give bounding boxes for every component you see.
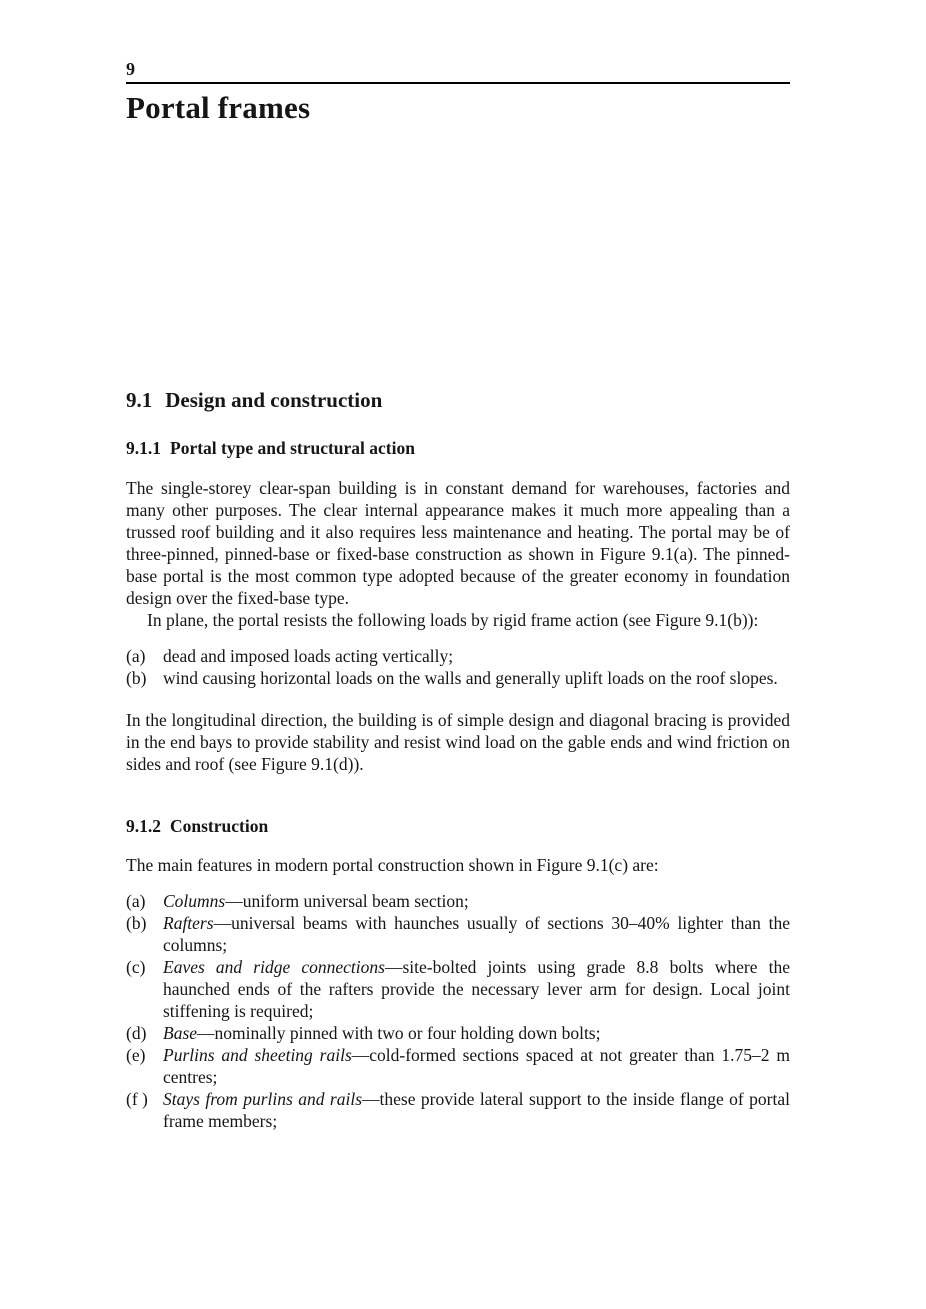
list-item xyxy=(126,645,790,667)
paragraph: The single-storey clear-span building is in constant demand for warehouses, factories and many other purposes. The clear internal appearance makes it much more appealing than a trussed roof building and it also requires less maintenance and heating. The portal may be of three-pinned, pinned-base or fixed-base construction as shown in Figure 9.1(a). The pinned-base portal is the most common type adopted because of the greater economy in foundation design over the fixed-base type. xyxy=(126,477,790,608)
list-marker: (e) xyxy=(126,1045,146,1065)
section-title: Design and construction xyxy=(165,388,383,412)
paragraph: In plane, the portal resists the following loads by rigid frame action (see Figure 9.1(b)): xyxy=(147,609,759,630)
list-marker: (f ) xyxy=(126,1089,148,1109)
list-term: Rafters xyxy=(163,913,214,933)
list-term: Columns xyxy=(163,891,226,911)
list-marker: (b) xyxy=(126,667,147,688)
subsection-2-heading xyxy=(126,816,790,837)
list-text: dead and imposed loads acting vertically; xyxy=(163,645,454,666)
list-marker: (d) xyxy=(126,1023,147,1043)
list-item xyxy=(126,667,790,689)
feature-list xyxy=(126,890,790,1132)
subsection-2-number: 9.1.2 xyxy=(126,815,161,836)
page-content xyxy=(126,0,790,1132)
list-item xyxy=(126,956,790,1022)
subsection-1-heading xyxy=(126,438,790,459)
subsection-1-number: 9.1.1 xyxy=(126,438,161,458)
list-text: —site-bolted joints using grade 8.8 bolts where the haunched ends of the rafters provide the necessary lever arm for design. Local joint stiffening is required; xyxy=(163,957,791,1021)
list-text: wind causing horizontal loads on the walls and generally uplift loads on the roof slopes. xyxy=(163,667,778,688)
load-list xyxy=(126,645,790,689)
section-heading xyxy=(126,388,790,413)
paragraph: In the longitudinal direction, the building is of simple design and diagonal bracing is provided in the end bays to provide stability and resist wind load on the gable ends and wind friction on sides and roof (see Figure 9.1(d)). xyxy=(126,709,790,774)
chapter-number: 9 xyxy=(126,59,135,79)
list-marker: (b) xyxy=(126,913,147,933)
list-text: —cold-formed sections spaced at not greater than 1.75–2 m centres; xyxy=(163,1045,790,1087)
list-item xyxy=(126,1022,790,1044)
list-term: Base xyxy=(163,1023,198,1043)
list-text: —nominally pinned with two or four holding down bolts; xyxy=(197,1023,601,1043)
list-item xyxy=(126,1044,790,1088)
list-item xyxy=(126,1088,790,1132)
list-text: —these provide lateral support to the inside flange of portal frame members; xyxy=(163,1089,790,1131)
chapter-rule xyxy=(126,82,790,84)
chapter-title: Portal frames xyxy=(126,90,311,125)
section-number: 9.1 xyxy=(126,388,153,412)
list-marker: (c) xyxy=(126,957,146,977)
list-marker: (a) xyxy=(126,891,146,911)
paragraph: The main features in modern portal construction shown in Figure 9.1(c) are: xyxy=(126,855,659,875)
list-term: Purlins and sheeting rails xyxy=(163,1045,352,1065)
list-marker: (a) xyxy=(126,645,146,666)
list-item xyxy=(126,912,790,956)
subsection-1-title: Portal type and structural action xyxy=(170,438,415,458)
list-item xyxy=(126,890,790,912)
list-text: —uniform universal beam section; xyxy=(225,891,469,911)
list-term: Eaves and ridge connections xyxy=(163,957,385,977)
subsection-2-title: Construction xyxy=(170,815,269,836)
list-text: —universal beams with haunches usually of sections 30–40% lighter than the columns; xyxy=(163,913,790,955)
list-term: Stays from purlins and rails xyxy=(163,1089,363,1109)
